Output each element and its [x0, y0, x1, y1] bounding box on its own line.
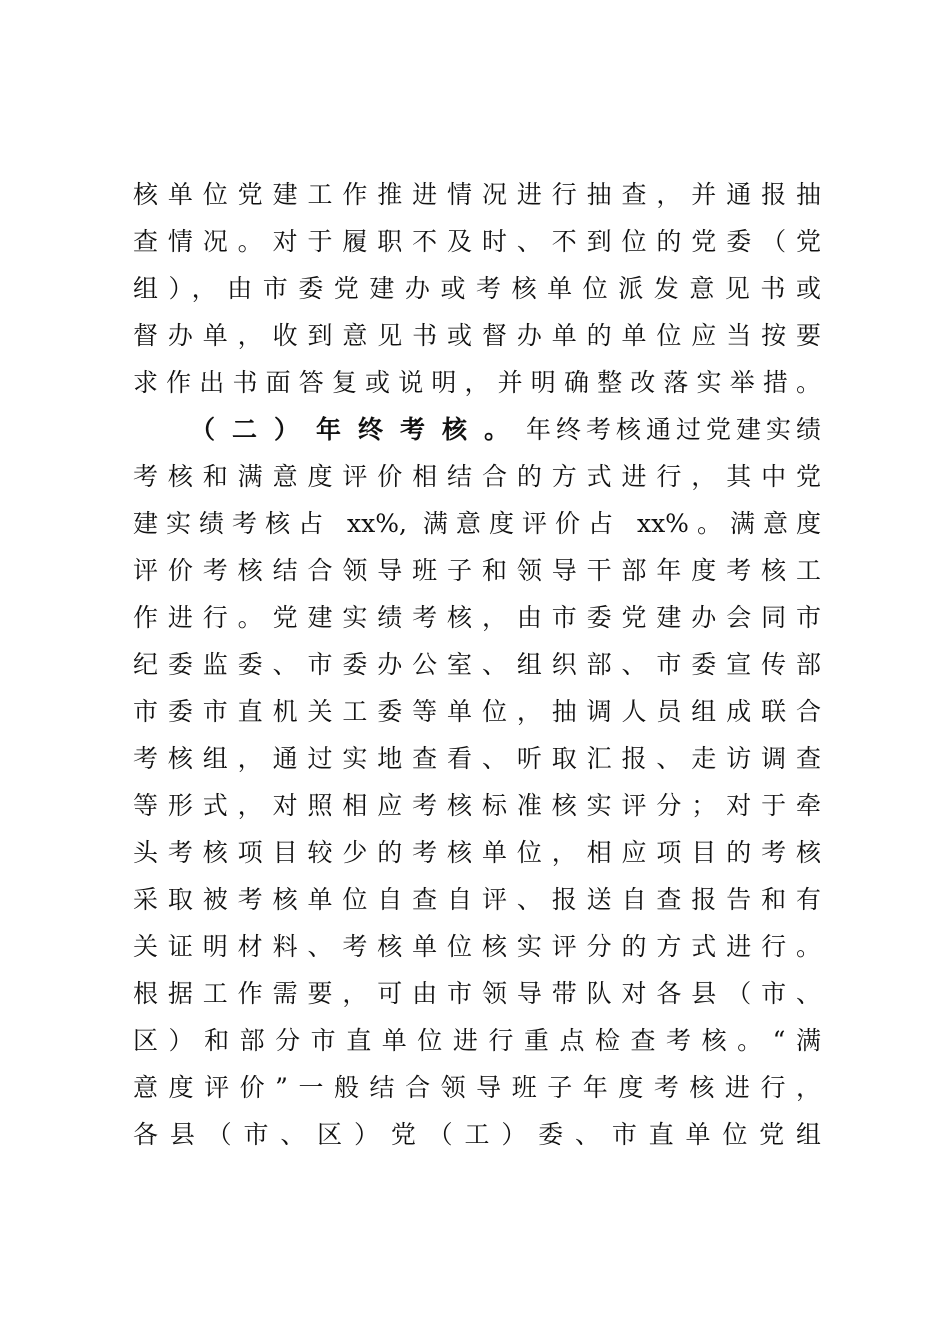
text-line-7: 考核和满意度评价相结合的方式进行，其中党 — [133, 462, 821, 491]
text-line-19: 区）和部分市直单位进行重点检查考核。“满 — [133, 1026, 821, 1055]
text-line-2: 查情况。对于履职不及时、不到位的党委（党 — [133, 227, 821, 256]
text-line-10: 作进行。党建实绩考核，由市委党建办会同市 — [133, 603, 821, 632]
text-line-5: 求作出书面答复或说明，并明确整改落实举措。 — [133, 368, 821, 397]
text-line-1: 核单位党建工作推进情况进行抽查，并通报抽 — [133, 180, 821, 209]
text-line-21: 各县（市、区）党（工）委、市直单位党组 — [133, 1120, 821, 1149]
text-line-9: 评价考核结合领导班子和领导干部年度考核工 — [133, 556, 821, 585]
text-line-11: 纪委监委、市委办公室、组织部、市委宣传部 — [133, 650, 821, 679]
text-line-12: 市委市直机关工委等单位，抽调人员组成联合 — [133, 697, 821, 726]
section-heading-continuation: 年终考核通过党建实绩 — [526, 415, 821, 444]
text-line-4: 督办单，收到意见书或督办单的单位应当按要 — [133, 321, 821, 350]
text-line-14: 等形式，对照相应考核标准核实评分；对于牵 — [133, 791, 821, 820]
text-line-16: 采取被考核单位自查自评、报送自查报告和有 — [133, 885, 821, 914]
text-line-15: 头考核项目较少的考核单位，相应项目的考核 — [133, 838, 821, 867]
text-line-18: 根据工作需要，可由市领导带队对各县（市、 — [133, 979, 821, 1008]
text-line-17: 关证明材料、考核单位核实评分的方式进行。 — [133, 932, 821, 961]
text-line-13: 考核组，通过实地查看、听取汇报、走访调查 — [133, 744, 821, 773]
section-heading: （二）年终考核。 — [190, 415, 526, 444]
text-line-20: 意度评价”一般结合领导班子年度考核进行， — [133, 1073, 821, 1102]
text-line-8: 建实绩考核占 xx%, 满意度评价占 xx%。满意度 — [133, 509, 821, 538]
section-heading-line — [190, 410, 821, 450]
text-line-3: 组），由市委党建办或考核单位派发意见书或 — [133, 274, 821, 303]
